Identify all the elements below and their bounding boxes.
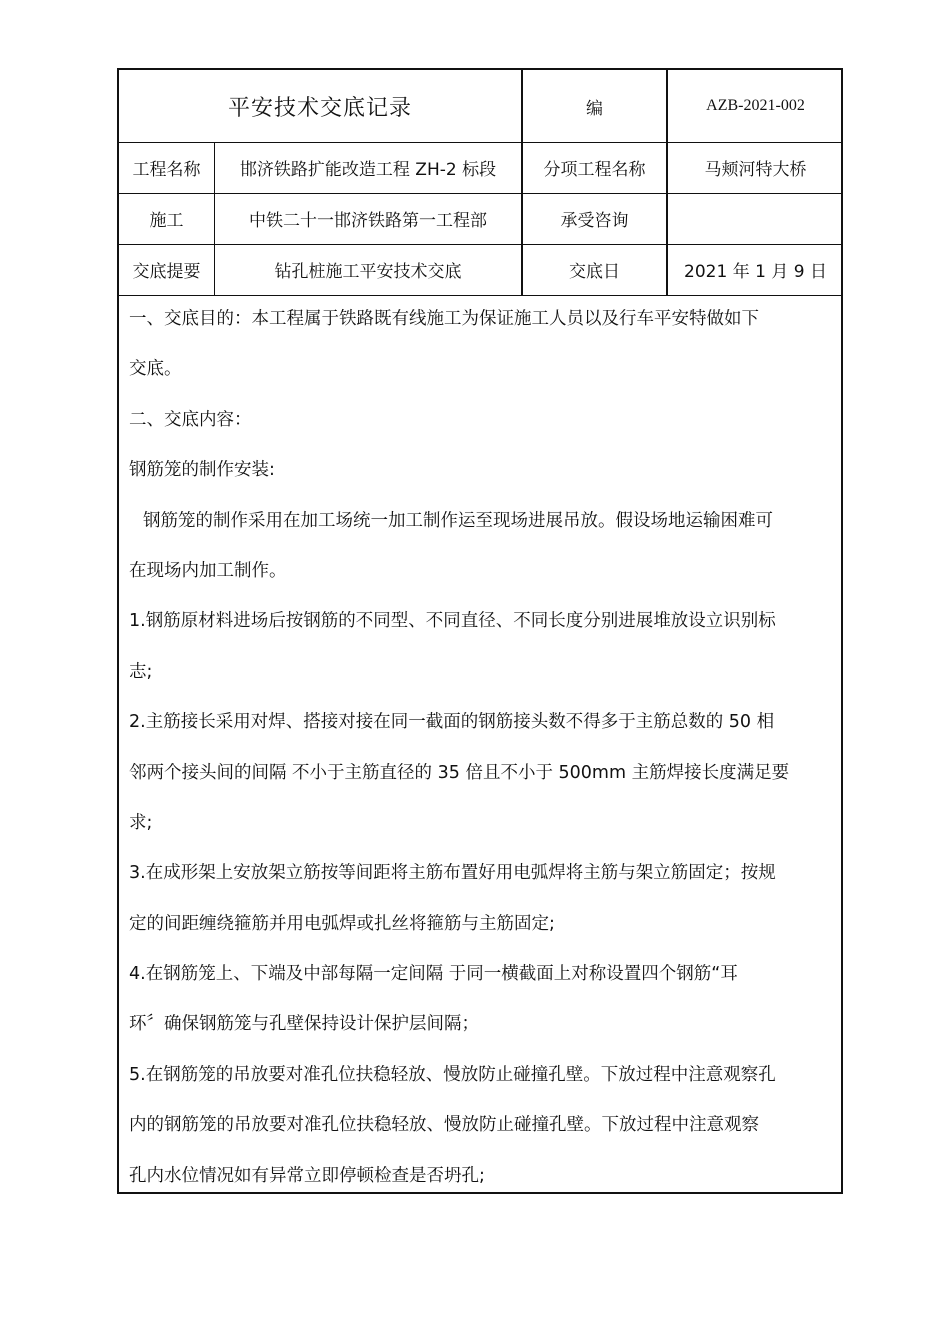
construction-label: 施工 bbox=[149, 211, 184, 231]
content-line: 2.主筋接长采用对焊、搭接对接在同一截面的钢筋接头数不得多于主筋总数的 50 相 bbox=[129, 712, 775, 733]
sub-project-label: 分项工程名称 bbox=[521, 142, 666, 193]
content-line: 二、交底内容： bbox=[129, 409, 252, 430]
date-label: 交底日 bbox=[521, 244, 666, 295]
construction-value: 中铁二十一邯济铁路第一工程部 bbox=[214, 193, 521, 244]
project-name-value: 邯济铁路扩能改造工程 ZH-2 标段 bbox=[214, 142, 521, 193]
content-line: 钢筋笼的制作安装: bbox=[129, 460, 275, 481]
disclosure-content bbox=[129, 306, 833, 1213]
sub-project-value: 马颊河特大桥 bbox=[666, 142, 843, 193]
info-row-summary bbox=[119, 244, 841, 296]
document-table bbox=[117, 68, 843, 1194]
info-row-project bbox=[119, 142, 841, 194]
document-title: 平安技术交底记录 bbox=[227, 95, 412, 121]
code-value: AZB-2021-002 bbox=[666, 70, 843, 142]
info-row-construction bbox=[119, 193, 841, 245]
date-value: 2021 年 1 月 9 日 bbox=[666, 244, 843, 295]
content-line: 1.钢筋原材料进场后按钢筋的不同型、不同直径、不同长度分别进展堆放设立识别标 bbox=[129, 611, 776, 632]
content-line: 钢筋笼的制作采用在加工场统一加工制作运至现场进展吊放。假设场地运输困难可 bbox=[143, 510, 773, 531]
project-name-label: 工程名称 bbox=[132, 160, 201, 180]
code-label: 编 bbox=[521, 70, 666, 142]
recipient-label: 承受咨询 bbox=[521, 193, 666, 244]
content-line: 5.在钢筋笼的吊放要对准孔位扶稳轻放、慢放防止碰撞孔壁。下放过程中注意观察孔 bbox=[129, 1064, 776, 1085]
header-row bbox=[119, 70, 841, 143]
content-line: 邻两个接头间的间隔 不小于主筋直径的 35 倍且不小于 500mm 主筋焊接长度满足要 bbox=[129, 762, 790, 783]
content-line: 求; bbox=[129, 812, 153, 833]
recipient-value bbox=[666, 193, 843, 244]
summary-value: 钻孔桩施工平安技术交底 bbox=[214, 244, 521, 295]
content-line: 4.在钢筋笼上、下端及中部每隔一定间隔 于同一横截面上对称设置四个钢筋“耳 bbox=[129, 964, 738, 985]
content-line: 志; bbox=[129, 661, 153, 682]
content-line: 孔内水位情况如有异常立即停顿检查是否坍孔; bbox=[129, 1165, 485, 1186]
content-line: 3.在成形架上安放架立筋按等间距将主筋布置好用电弧焊将主筋与架立筋固定；按规 bbox=[129, 863, 776, 884]
content-line: 环〞确保钢筋笼与孔壁保持设计保护层间隔； bbox=[129, 1014, 479, 1035]
content-line: 内的钢筋笼的吊放要对准孔位扶稳轻放、慢放防止碰撞孔壁。下放过程中注意观察 bbox=[129, 1115, 759, 1136]
content-line: 在现场内加工制作。 bbox=[129, 560, 287, 581]
content-line: 一、交底目的：本工程属于铁路既有线施工为保证施工人员以及行车平安特做如下 bbox=[129, 309, 759, 329]
summary-label: 交底提要 bbox=[132, 262, 201, 282]
content-line: 定的间距缠绕箍筋并用电弧焊或扎丝将箍筋与主筋固定; bbox=[129, 913, 555, 934]
content-line: 交底。 bbox=[129, 359, 182, 380]
